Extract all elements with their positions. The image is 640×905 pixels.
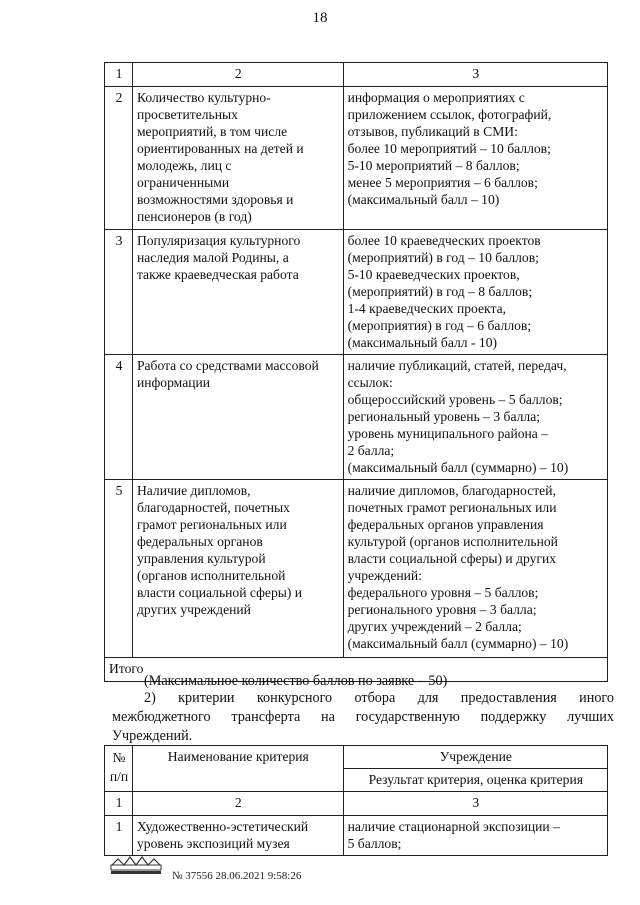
header-col-1: 1 [105, 63, 133, 87]
criterion-name: Наличие дипломов, благодарностей, почетных грамот региональных или федеральных органов управления культурой (органов исполнительной власти социальной сферы) и других учреждений [132, 480, 343, 658]
table-row [105, 816, 608, 856]
table-header-row [105, 63, 608, 87]
paragraph-line: межбюджетного трансферта на государственную поддержку лучших [112, 709, 614, 725]
row-number: 3 [105, 230, 133, 355]
criteria-intro-paragraph [112, 689, 614, 746]
index-col-1: 1 [105, 792, 133, 816]
table-index-row [105, 792, 608, 816]
row-number: 5 [105, 480, 133, 658]
document-registration-stamp: № 37556 28.06.2021 9:58:26 [172, 870, 302, 882]
header-criterion-name: Наименование критерия [132, 746, 343, 792]
transfer-criteria-table [104, 745, 608, 856]
header-result: Результат критерия, оценка критерия [343, 769, 607, 792]
criterion-name: Художественно-эстетический уровень экспозиций музея [132, 816, 343, 856]
row-number: 1 [105, 816, 133, 856]
row-number: 4 [105, 355, 133, 480]
criterion-name: Работа со средствами массовой информации [132, 355, 343, 480]
header-number: № п/п [105, 746, 133, 792]
criterion-scoring: наличие стационарной экспозиции – 5 баллов; [343, 816, 607, 856]
table-header-row [105, 746, 608, 769]
index-col-3: 3 [343, 792, 607, 816]
page-number: 18 [312, 10, 328, 26]
criterion-scoring: информация о мероприятиях с приложением ссылок, фотографий, отзывов, публикаций в СМИ: более 10 мероприятий – 10 баллов; 5-10 мероприятий – 8 баллов; менее 5 мероприятия – 6 баллов; (максимальный балл – 10) [343, 87, 607, 230]
max-score-note: (Максимальное количество баллов по заявке – 50) [144, 673, 448, 689]
table-row [105, 87, 608, 230]
document-stamp-logo-icon [108, 853, 164, 875]
header-col-3: 3 [343, 63, 607, 87]
index-col-2: 2 [132, 792, 343, 816]
criterion-scoring: наличие публикаций, статей, передач, ссылок: общероссийский уровень – 5 баллов; региональный уровень – 3 балла; уровень муниципального района – 2 балла; (максимальный балл (суммарно) – 10) [343, 355, 607, 480]
criterion-scoring: более 10 краеведческих проектов (мероприятий) в год – 10 баллов; 5-10 краеведческих проектов, (мероприятий) в год – 8 баллов; 1-4 краеведческих проекта, (мероприятия) в год – 6 баллов; (максимальный балл - 10) [343, 230, 607, 355]
header-institution: Учреждение [343, 746, 607, 769]
paragraph-line: 2) критерии конкурсного отбора для предоставления иного [144, 690, 614, 706]
criterion-scoring: наличие дипломов, благодарностей, почетных грамот региональных или федеральных органов управления культурой (органов исполнительной власти социальной сферы) и других учреждений: федерального уровня – 5 баллов; регионального уровня – 3 балла; других учреждений – 2 балла; (максимальный балл (суммарно) – 10) [343, 480, 607, 658]
paragraph-line: Учреждений. [112, 728, 193, 744]
criterion-name: Популяризация культурного наследия малой Родины, а также краеведческая работа [132, 230, 343, 355]
table-row [105, 230, 608, 355]
table-row [105, 355, 608, 480]
criteria-table [104, 62, 608, 682]
table-row [105, 480, 608, 658]
total-label: Итого [105, 658, 608, 682]
row-number: 2 [105, 87, 133, 230]
criterion-name: Количество культурно- просветительных мероприятий, в том числе ориентированных на детей и молодежь, лиц с ограниченными возможностями здоровья и пенсионеров (в год) [132, 87, 343, 230]
header-col-2: 2 [132, 63, 343, 87]
